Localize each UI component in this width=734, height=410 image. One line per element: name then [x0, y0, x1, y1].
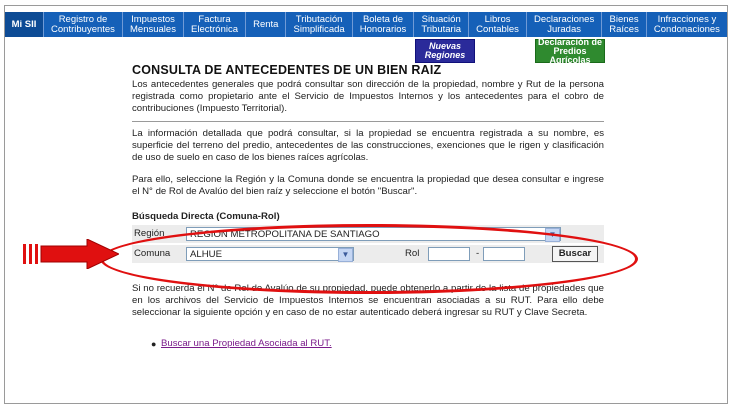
bullet-icon: ● — [151, 339, 157, 349]
main-content — [132, 64, 604, 350]
search-heading: Búsqueda Directa (Comuna-Rol) — [132, 211, 280, 222]
region-select[interactable] — [186, 227, 561, 241]
region-row — [132, 225, 604, 243]
banner-nuevas-regiones[interactable]: Nuevas Regiones — [415, 39, 475, 63]
nav-libros-contables[interactable]: Libros Contables — [469, 12, 527, 37]
link-row — [132, 338, 604, 350]
detail-paragraph: La información detallada que podrá consultar, si la propiedad se encuentra registrada a su nombre, es superficie del terreno del predio, antecedentes de las construcciones, exenciones que le rigen y clasificación de uso de suelo en caso de los bienes raíces agrícolas. — [132, 128, 604, 163]
intro-paragraph: Los antecedentes generales que podrá consultar son dirección de la propiedad, nombre y Rut de la persona registrada como propietario ante el Servicio de Impuestos Internos y los antecedentes para el cobro de contribuciones (Impuesto Territorial). — [132, 79, 604, 114]
page-title: CONSULTA DE ANTECEDENTES DE UN BIEN RAIZ — [132, 63, 442, 77]
nav-renta[interactable]: Renta — [246, 12, 286, 37]
divider — [132, 121, 604, 122]
rut-help-paragraph: Si no recuerda el N° de Rol de Avalúo de su propiedad, puede obtenerlo a partir de la lista de propiedades que en los archivos del Servicio de Impuestos Internos se encuentran asociadas a su RUT. Para ello debe seleccionar la siguiente opción y en caso de no estar autenticado deberá ingresar su RUT y Clave Secreta. — [132, 283, 604, 318]
nav-boleta-honorarios[interactable]: Boleta de Honorarios — [353, 12, 415, 37]
nav-impuestos-mensuales[interactable]: Impuestos Mensuales — [123, 12, 184, 37]
comuna-row — [132, 245, 604, 263]
search-button[interactable]: Buscar — [552, 246, 598, 262]
region-select-value: REGION METROPOLITANA DE SANTIAGO — [190, 229, 380, 240]
rol-separator: - — [476, 248, 480, 259]
nav-factura-electronica[interactable]: Factura Electrónica — [184, 12, 246, 37]
top-navigation — [5, 12, 727, 37]
rol-label: Rol — [405, 248, 420, 259]
instructions-paragraph: Para ello, seleccione la Región y la Comuna donde se encuentra la propiedad que desea consultar e ingrese el N° de Rol de Avalúo del bien raíz y seleccione el botón "Buscar". — [132, 174, 604, 197]
region-label: Región — [134, 228, 165, 239]
nav-situacion-tributaria[interactable]: Situación Tributaria — [414, 12, 469, 37]
comuna-select-value: ALHUE — [190, 249, 222, 260]
rol-input-secondary[interactable] — [483, 247, 525, 261]
banner-predios-agricolas[interactable]: Declaración de Predios Agrícolas — [535, 39, 605, 63]
nav-registro-contribuyentes[interactable]: Registro de Contribuyentes — [44, 12, 123, 37]
arrow-right-icon — [23, 239, 119, 269]
nav-bienes-raices[interactable]: Bienes Raíces — [602, 12, 647, 37]
nav-declaraciones-juradas[interactable]: Declaraciones Juradas — [527, 12, 602, 37]
nav-infracciones-condonaciones[interactable]: Infracciones y Condonaciones — [653, 13, 720, 35]
nav-mi-sii[interactable]: Mi SII — [5, 12, 44, 37]
comuna-select[interactable] — [186, 247, 354, 261]
search-by-rut-link[interactable]: Buscar una Propiedad Asociada al RUT. — [161, 338, 332, 349]
rol-input-main[interactable] — [428, 247, 470, 261]
chevron-down-icon[interactable]: ▼ — [338, 248, 353, 262]
comuna-label: Comuna — [134, 248, 171, 259]
page-frame — [4, 5, 728, 404]
nav-tributacion-simplificada[interactable]: Tributación Simplificada — [286, 12, 352, 37]
chevron-down-icon[interactable]: ▼ — [545, 228, 560, 242]
